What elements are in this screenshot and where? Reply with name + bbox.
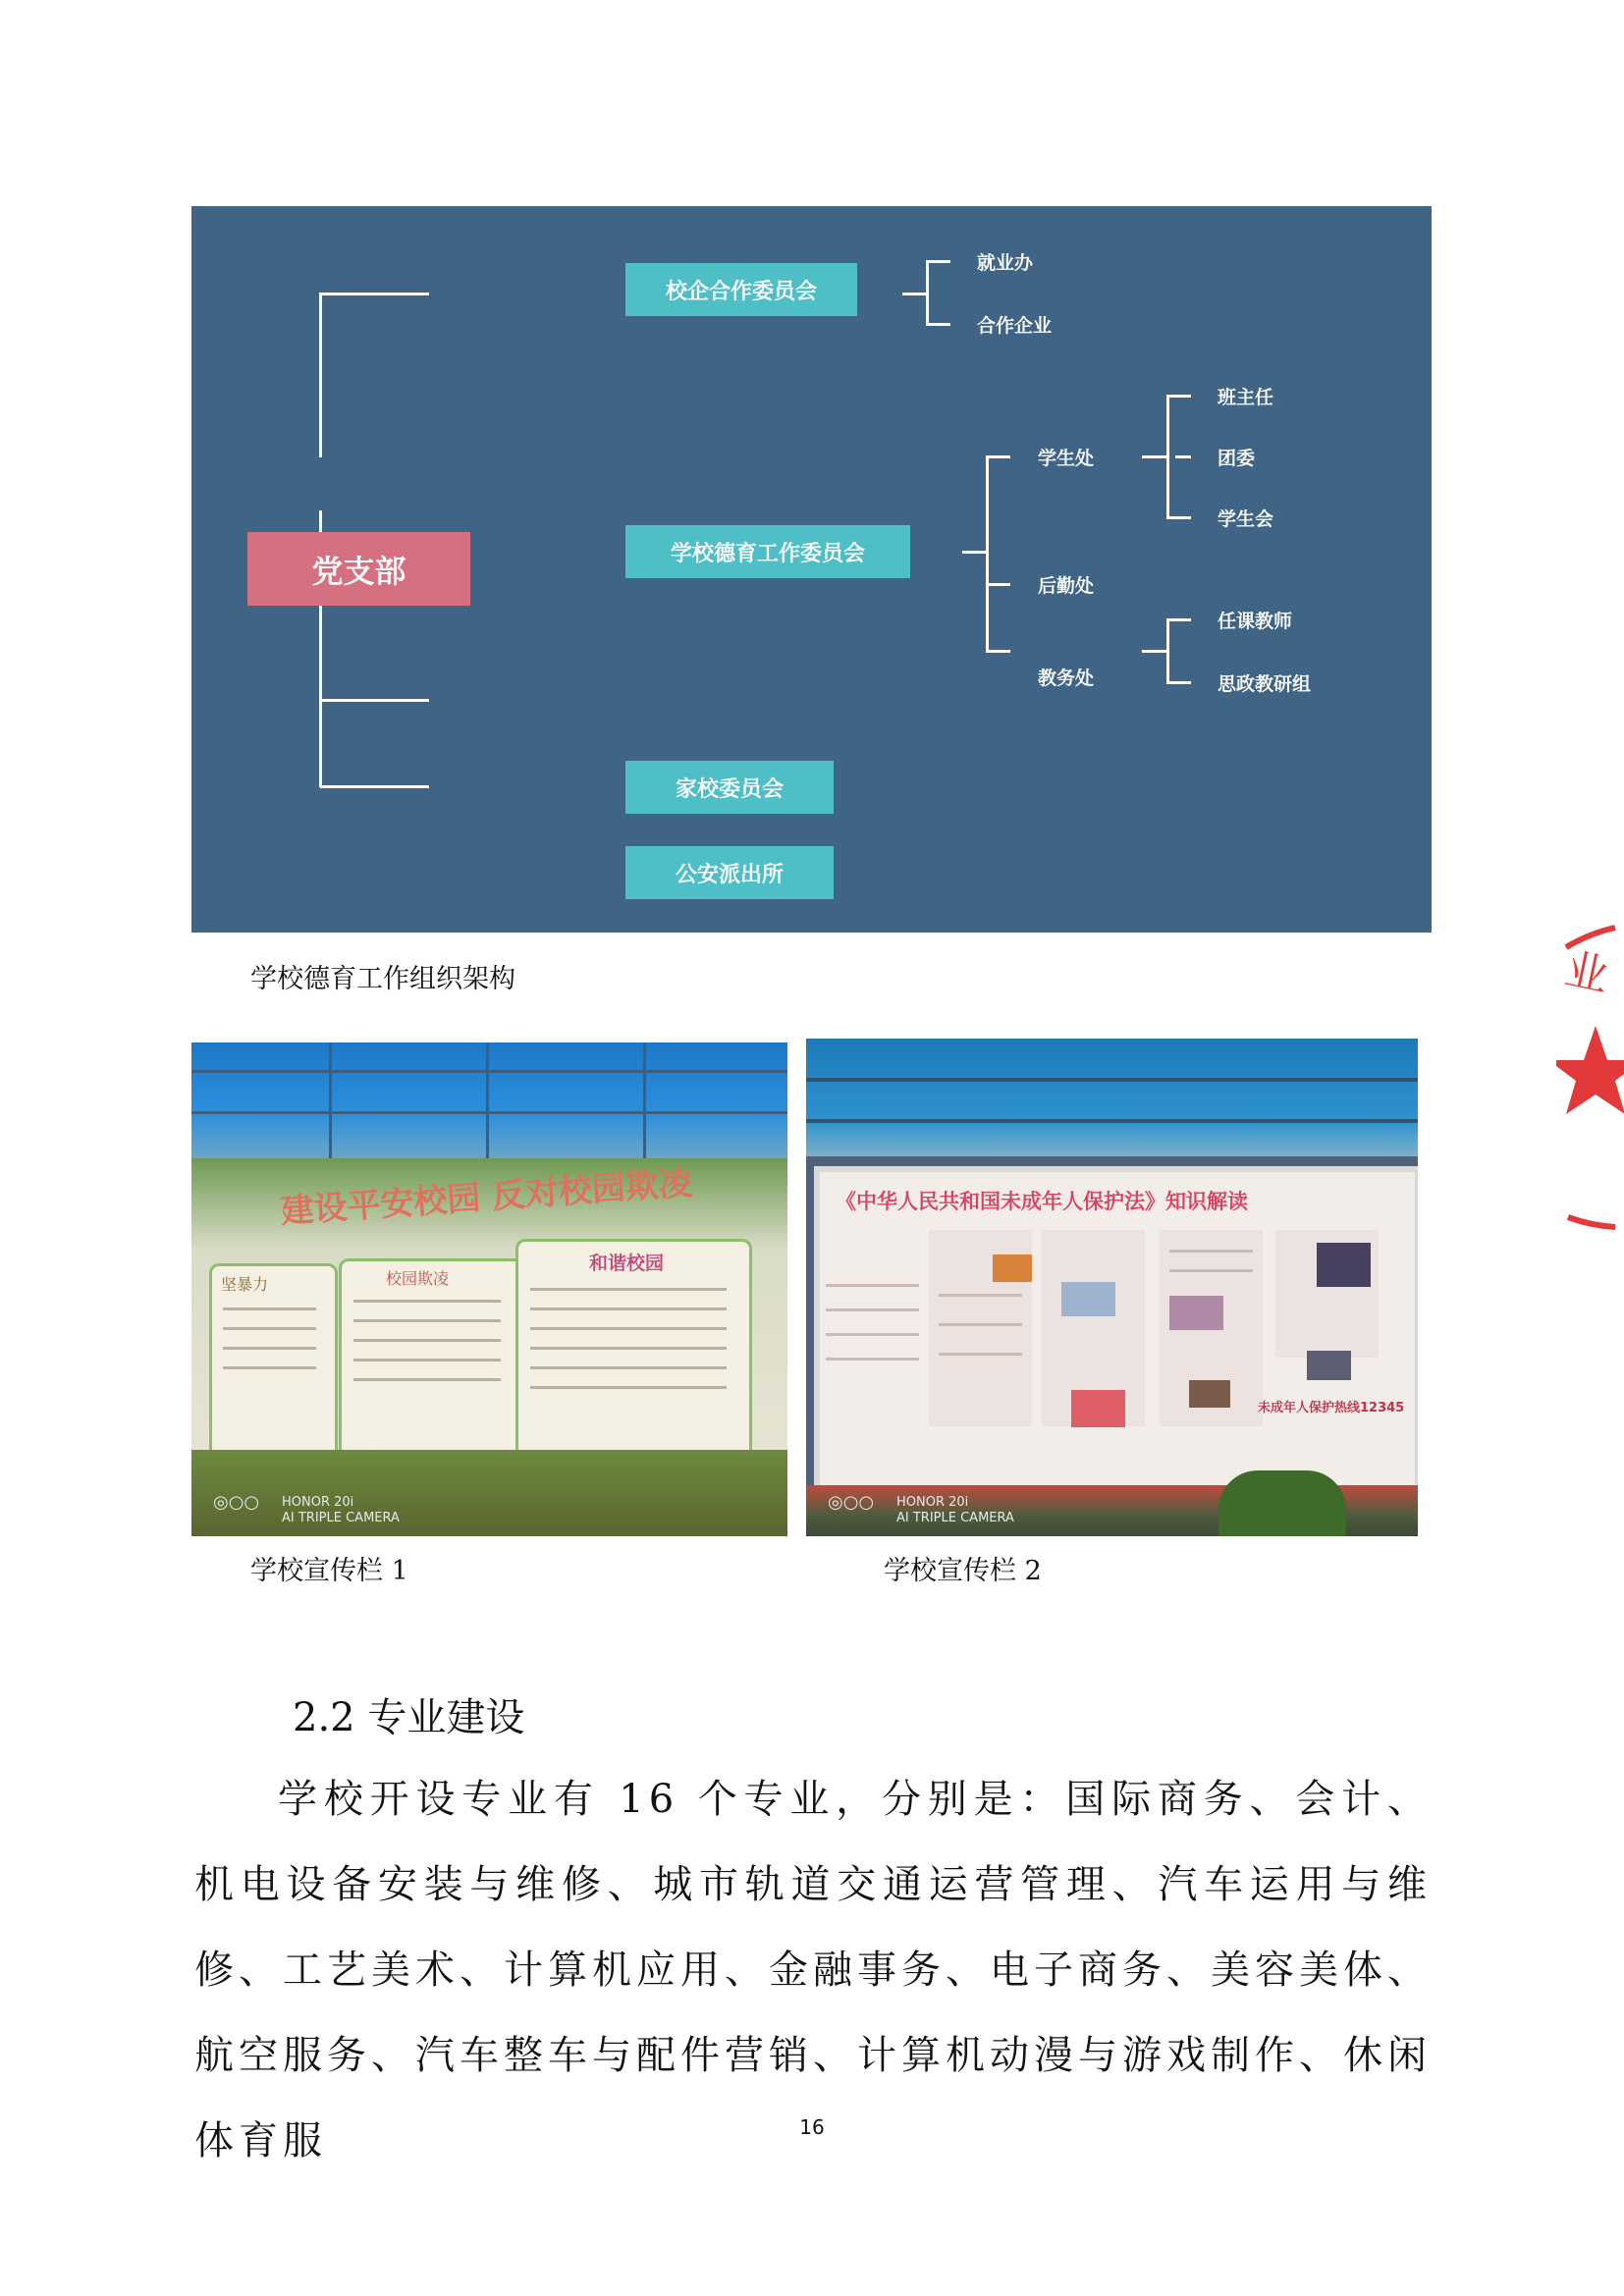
photo1-caption: 学校宣传栏 1 — [250, 1556, 408, 1586]
photo2-banner: 《中华人民共和国未成年人保护法》知识解读 — [836, 1190, 1248, 1213]
org-leaf-academic-affairs: 教务处 — [1038, 667, 1095, 689]
section-heading: 2.2 专业建设 — [293, 1695, 525, 1740]
photo-bulletin-board-2 — [806, 1039, 1418, 1536]
org-leaf-ideology-group: 思政教研组 — [1218, 673, 1312, 695]
org-leaf-head-teacher: 班主任 — [1218, 387, 1274, 408]
org-node-home-school: 家校委员会 — [625, 761, 834, 814]
org-node-moral-education: 学校德育工作委员会 — [625, 525, 910, 578]
photo1-panel-3-title: 和谐校园 — [589, 1253, 665, 1274]
org-leaf-logistics: 后勤处 — [1038, 575, 1095, 597]
org-chart — [191, 206, 1432, 933]
org-leaf-teachers: 任课教师 — [1218, 611, 1293, 632]
photo2-caption: 学校宣传栏 2 — [884, 1556, 1042, 1586]
page-number: 16 — [799, 2115, 825, 2139]
org-node-root: 党支部 — [247, 532, 470, 606]
section-paragraph: 学校开设专业有 16 个专业，分别是：国际商务、会计、机电设备安装与维修、城市轨道交通运营管理、汽车运用与维修、工艺美术、计算机应用、金融事务、电子商务、美容美体、航空服务、汽车整车与配件营销、计算机动漫与游戏制作、休闲体育服 — [194, 1777, 1432, 2163]
org-leaf-youth-league: 团委 — [1218, 448, 1256, 469]
org-node-police-station: 公安派出所 — [625, 846, 834, 899]
photo1-banner: 建设平安校园 反对校园欺凌 — [279, 1163, 694, 1232]
photo1-panel-2-title: 校园欺凌 — [386, 1269, 450, 1288]
org-leaf-student-union: 学生会 — [1218, 508, 1274, 530]
photo2-camera-mark: ◎○○ HONOR 20i AI TRIPLE CAMERA — [828, 1492, 1014, 1525]
red-seal-stamp — [1556, 918, 1624, 1232]
org-caption: 学校德育工作组织架构 — [250, 964, 515, 994]
org-node-school-enterprise: 校企合作委员会 — [625, 263, 857, 316]
photo2-hotline: 未成年人保护热线12345 — [1258, 1401, 1405, 1415]
org-leaf-partner-enterprise: 合作企业 — [977, 315, 1053, 337]
photo1-camera-mark: ◎○○ HONOR 20i AI TRIPLE CAMERA — [213, 1492, 400, 1525]
org-leaf-student-affairs: 学生处 — [1038, 448, 1095, 469]
org-leaf-employment-office: 就业办 — [977, 252, 1034, 274]
photo1-panel-1-title: 坚暴力 — [221, 1275, 269, 1294]
photo-bulletin-board-1 — [191, 1042, 787, 1536]
stamp-text: 业 — [1560, 943, 1613, 1002]
